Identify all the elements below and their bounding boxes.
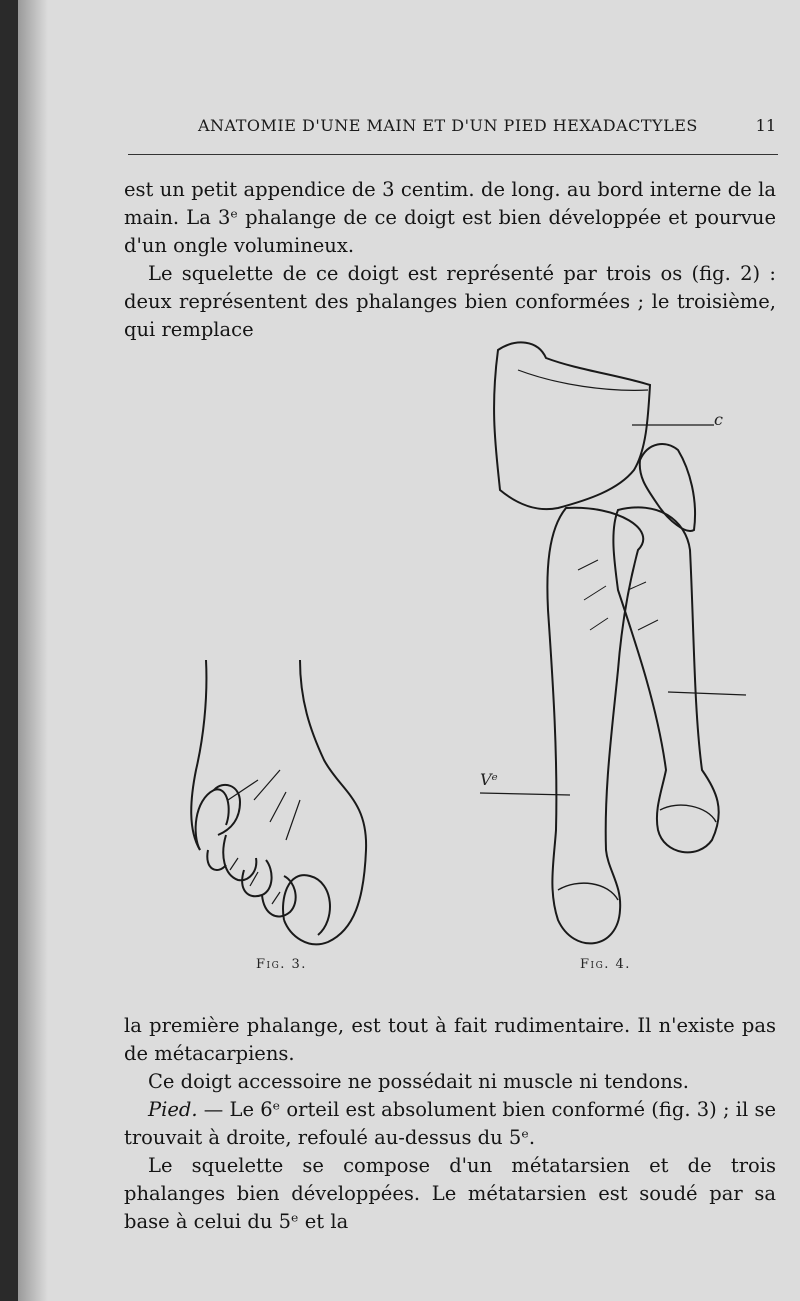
paragraph-5-lead: Pied. <box>148 1098 198 1121</box>
paragraph-4: Ce doigt accessoire ne possédait ni muscle ni tendons. <box>148 1070 690 1093</box>
fig3-foot-drawing <box>191 660 366 944</box>
book-page <box>18 0 800 1301</box>
paragraph-5 <box>124 1096 776 1152</box>
header-rule <box>128 154 778 155</box>
running-title: ANATOMIE D'UNE MAIN ET D'UN PIED HEXADACTYLES <box>198 116 698 135</box>
paragraph-2: Le squelette de ce doigt est représenté par trois os (fig. 2) : deux représentent des phalanges bien conformées ; le troisième, qui remplace <box>124 262 776 341</box>
fig4-label-v: Vᵉ <box>480 770 498 789</box>
fig4-label-c: c <box>714 410 723 429</box>
figures-illustration <box>18 330 800 990</box>
page-number: 11 <box>755 116 776 135</box>
paragraph-3: la première phalange, est tout à fait rudimentaire. Il n'existe pas de métacarpiens. <box>124 1014 776 1065</box>
fig3-caption: Fig. 3. <box>256 957 307 972</box>
paragraph-1: est un petit appendice de 3 centim. de long. au bord interne de la main. La 3ᵉ phalange de ce doigt est bien développée et pourvue d'un ongle volumineux. <box>124 178 776 257</box>
fig4-caption: Fig. 4. <box>580 957 631 972</box>
running-header <box>128 116 778 140</box>
paragraph-6: Le squelette se compose d'un métatarsien et de trois phalanges bien développées. Le métatarsien est soudé par sa base à celui du 5ᵉ et la <box>124 1154 776 1233</box>
paragraph-5-rest: — Le 6ᵉ orteil est absolument bien conformé (fig. 3) ; il se trouvait à droite, refoulé au-dessus du 5ᵉ. <box>124 1098 776 1149</box>
fig4-skeleton-drawing <box>480 342 746 943</box>
